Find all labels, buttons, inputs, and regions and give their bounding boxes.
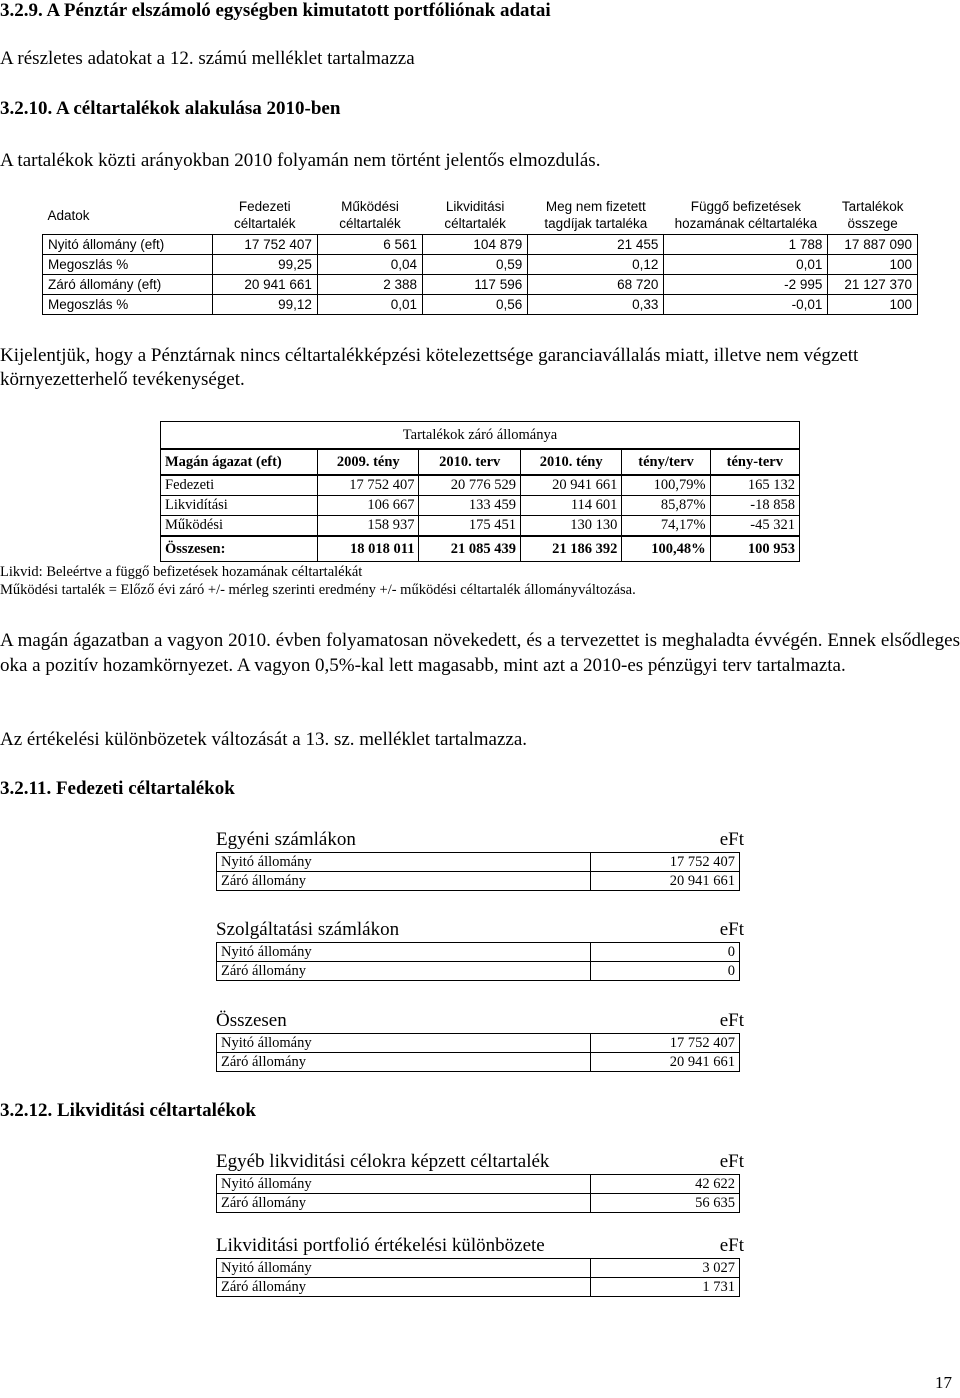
- closing-reserves-table: [160, 421, 800, 562]
- szolg-block: [216, 918, 744, 981]
- table-row: [217, 872, 740, 891]
- cell: 0,04: [317, 255, 422, 275]
- header-cell: Magán ágazat (eft): [161, 449, 318, 475]
- cell: 20 941 661: [212, 275, 317, 295]
- cell: -2 995: [664, 275, 828, 295]
- valuation-paragraph: Az értékelési különbözetek változását a 13. sz. melléklet tartalmazza.: [0, 729, 528, 750]
- section-3-2-9-text: A részletes adatokat a 12. számú melléklet tartalmazza: [0, 48, 415, 69]
- cell: 21 455: [528, 235, 664, 255]
- cell: -18 858: [710, 496, 799, 516]
- szolg-title-row: [216, 918, 744, 942]
- cell: 74,17%: [622, 516, 710, 537]
- table-row: [217, 962, 740, 981]
- table-row: [217, 1053, 740, 1072]
- cell: 0: [591, 943, 740, 962]
- osszesen-table: [216, 1033, 740, 1072]
- table-row: [217, 853, 740, 872]
- cell: 0,01: [317, 295, 422, 315]
- row-label: Nyitó állomány: [217, 853, 591, 872]
- cell: 85,87%: [622, 496, 710, 516]
- table-row: [217, 1175, 740, 1194]
- header-cell: 2010. tény: [520, 449, 621, 475]
- reserves-header-cell: Adatok: [47, 207, 90, 223]
- header-cell: tény/terv: [622, 449, 710, 475]
- cell: 133 459: [419, 496, 520, 516]
- cell: 17 752 407: [591, 1034, 740, 1053]
- egyeni-table: [216, 852, 740, 891]
- egyeni-title: Egyéni számlákon: [216, 829, 356, 850]
- egyeb-table: [216, 1174, 740, 1213]
- egyeb-title-row: [216, 1150, 744, 1174]
- cell: -45 321: [710, 516, 799, 537]
- cell: -0,01: [664, 295, 828, 315]
- cell: 0,12: [528, 255, 664, 275]
- table-row: [217, 1034, 740, 1053]
- cell: 100,48%: [622, 536, 710, 562]
- cell: 6 561: [317, 235, 422, 255]
- cell: 20 941 661: [520, 475, 621, 496]
- declaration-paragraph: Kijelentjük, hogy a Pénztárnak nincs céltartalékképzési kötelezettsége garanciavállalás miatt, illetve nem végzett környezetterhelő tevékenységet.: [0, 345, 859, 390]
- table-row: [217, 1259, 740, 1278]
- cell: 100,79%: [622, 475, 710, 496]
- section-3-2-12-title: 3.2.12. Likviditási céltartalékok: [0, 1100, 256, 1121]
- unit-label: eFt: [719, 829, 744, 850]
- row-label: Nyitó állomány: [217, 943, 591, 962]
- unit-label: eFt: [719, 919, 744, 940]
- closing-reserves-header: [161, 449, 800, 475]
- row-label: Nyitó állomány: [217, 1259, 591, 1278]
- egyeni-title-row: [216, 828, 744, 852]
- cell: 68 720: [528, 275, 664, 295]
- cell: 21 085 439: [419, 536, 520, 562]
- row-label: Záró állomány: [217, 1053, 591, 1072]
- cell: 165 132: [710, 475, 799, 496]
- section-3-2-9-title: 3.2.9. A Pénztár elszámoló egységben kimutatott portfóliónak adatai: [0, 0, 551, 21]
- unit-label: eFt: [719, 1235, 744, 1256]
- row-label: Nyitó állomány: [217, 1175, 591, 1194]
- cell: 1 731: [591, 1278, 740, 1297]
- cell: 106 667: [318, 496, 419, 516]
- egyeb-block: [216, 1150, 744, 1213]
- reserves-header-cell: Függő befizetések hozamának céltartaléka: [674, 199, 818, 231]
- table-row: [43, 255, 918, 275]
- header-cell: 2009. tény: [318, 449, 419, 475]
- cell: 20 776 529: [419, 475, 520, 496]
- likvport-table: [216, 1258, 740, 1297]
- cell: 21 127 370: [828, 275, 918, 295]
- assets-paragraph: A magán ágazatban a vagyon 2010. évben folyamatosan növekedett, és a tervezettet is meghaladta évvégén. Ennek elsődleges oka a pozitív hozamkörnyezet. A vagyon 0,5%-kal lett magasabb, mint azt a 2010-es pénzügyi terv tartalmazta.: [0, 630, 960, 676]
- unit-label: eFt: [719, 1010, 744, 1031]
- reserves-table-header: [43, 196, 918, 235]
- cell: 0,33: [528, 295, 664, 315]
- row-label: Fedezeti: [161, 475, 318, 496]
- table-row: [217, 943, 740, 962]
- reserves-header-cell: Tartalékok összege: [841, 199, 904, 231]
- cell: 117 596: [423, 275, 528, 295]
- row-label: Záró állomány: [217, 872, 591, 891]
- row-label: Megoszlás %: [43, 255, 213, 275]
- likvport-title-row: [216, 1234, 744, 1258]
- cell: 17 752 407: [212, 235, 317, 255]
- cell: 0,01: [664, 255, 828, 275]
- row-label: Likvidítási: [161, 496, 318, 516]
- table-row: [43, 275, 918, 295]
- table-row: [161, 516, 800, 537]
- osszesen-title-row: [216, 1009, 744, 1033]
- table-row: [161, 496, 800, 516]
- osszesen-block: [216, 1009, 744, 1072]
- header-cell: 2010. terv: [419, 449, 520, 475]
- reserves-table: [42, 196, 918, 315]
- cell: 114 601: [520, 496, 621, 516]
- cell: 158 937: [318, 516, 419, 537]
- cell: 56 635: [591, 1194, 740, 1213]
- cell: 100 953: [710, 536, 799, 562]
- cell: 100: [828, 295, 918, 315]
- cell: 3 027: [591, 1259, 740, 1278]
- cell: 17 752 407: [318, 475, 419, 496]
- reserves-header-cell: Fedezeti céltartalék: [234, 199, 296, 231]
- egyeni-block: [216, 828, 744, 891]
- row-label: Nyitó állomány: [217, 1034, 591, 1053]
- cell: 0: [591, 962, 740, 981]
- cell: 1 788: [664, 235, 828, 255]
- cell: 20 941 661: [591, 1053, 740, 1072]
- reserves-header-cell: Likviditási céltartalék: [444, 199, 506, 231]
- cell: 0,56: [423, 295, 528, 315]
- cell: 100: [828, 255, 918, 275]
- section-3-2-11-title: 3.2.11. Fedezeti céltartalékok: [0, 778, 235, 799]
- table-row: [43, 295, 918, 315]
- cell: 2 388: [317, 275, 422, 295]
- row-label: Összesen:: [161, 536, 318, 562]
- egyeb-title: Egyéb likviditási célokra képzett céltartalék: [216, 1151, 550, 1172]
- row-label: Záró állomány: [217, 962, 591, 981]
- row-label: Záró állomány (eft): [43, 275, 213, 295]
- closing-reserves-caption: Tartalékok záró állománya: [161, 422, 800, 450]
- cell: 175 451: [419, 516, 520, 537]
- likvport-title: Likviditási portfolió értékelési különbözete: [216, 1235, 545, 1256]
- note-likvid: Likvid: Beleértve a függő befizetések hozamának céltartalékát: [0, 564, 363, 580]
- row-label: Működési: [161, 516, 318, 537]
- section-3-2-10-title: 3.2.10. A céltartalékok alakulása 2010-ben: [0, 98, 341, 119]
- table-row: [161, 475, 800, 496]
- cell: 99,12: [212, 295, 317, 315]
- total-row: [161, 536, 800, 562]
- cell: 18 018 011: [318, 536, 419, 562]
- closing-reserves-caption-row: [161, 422, 800, 450]
- row-label: Záró állomány: [217, 1194, 591, 1213]
- page-number: 17: [935, 1373, 952, 1392]
- reserves-header-cell: Működési céltartalék: [339, 199, 401, 231]
- cell: 20 941 661: [591, 872, 740, 891]
- cell: 0,59: [423, 255, 528, 275]
- unit-label: eFt: [719, 1151, 744, 1172]
- osszesen-title: Összesen: [216, 1010, 287, 1031]
- row-label: Záró állomány: [217, 1278, 591, 1297]
- cell: 130 130: [520, 516, 621, 537]
- szolg-title: Szolgáltatási számlákon: [216, 919, 400, 940]
- szolg-table: [216, 942, 740, 981]
- likvport-block: [216, 1234, 744, 1297]
- header-cell: tény-terv: [710, 449, 799, 475]
- table-row: [217, 1278, 740, 1297]
- reserves-header-cell: Meg nem fizetett tagdíjak tartaléka: [544, 199, 648, 231]
- section-3-2-10-text: A tartalékok közti arányokban 2010 folyamán nem történt jelentős elmozdulás.: [0, 150, 601, 171]
- cell: 17 887 090: [828, 235, 918, 255]
- cell: 21 186 392: [520, 536, 621, 562]
- cell: 99,25: [212, 255, 317, 275]
- cell: 42 622: [591, 1175, 740, 1194]
- row-label: Nyitó állomány (eft): [43, 235, 213, 255]
- note-mukodesi: Működési tartalék = Előző évi záró +/- mérleg szerinti eredmény +/- működési céltartalék állományváltozása.: [0, 582, 636, 598]
- row-label: Megoszlás %: [43, 295, 213, 315]
- table-row: [217, 1194, 740, 1213]
- table-row: [43, 235, 918, 255]
- cell: 104 879: [423, 235, 528, 255]
- cell: 17 752 407: [591, 853, 740, 872]
